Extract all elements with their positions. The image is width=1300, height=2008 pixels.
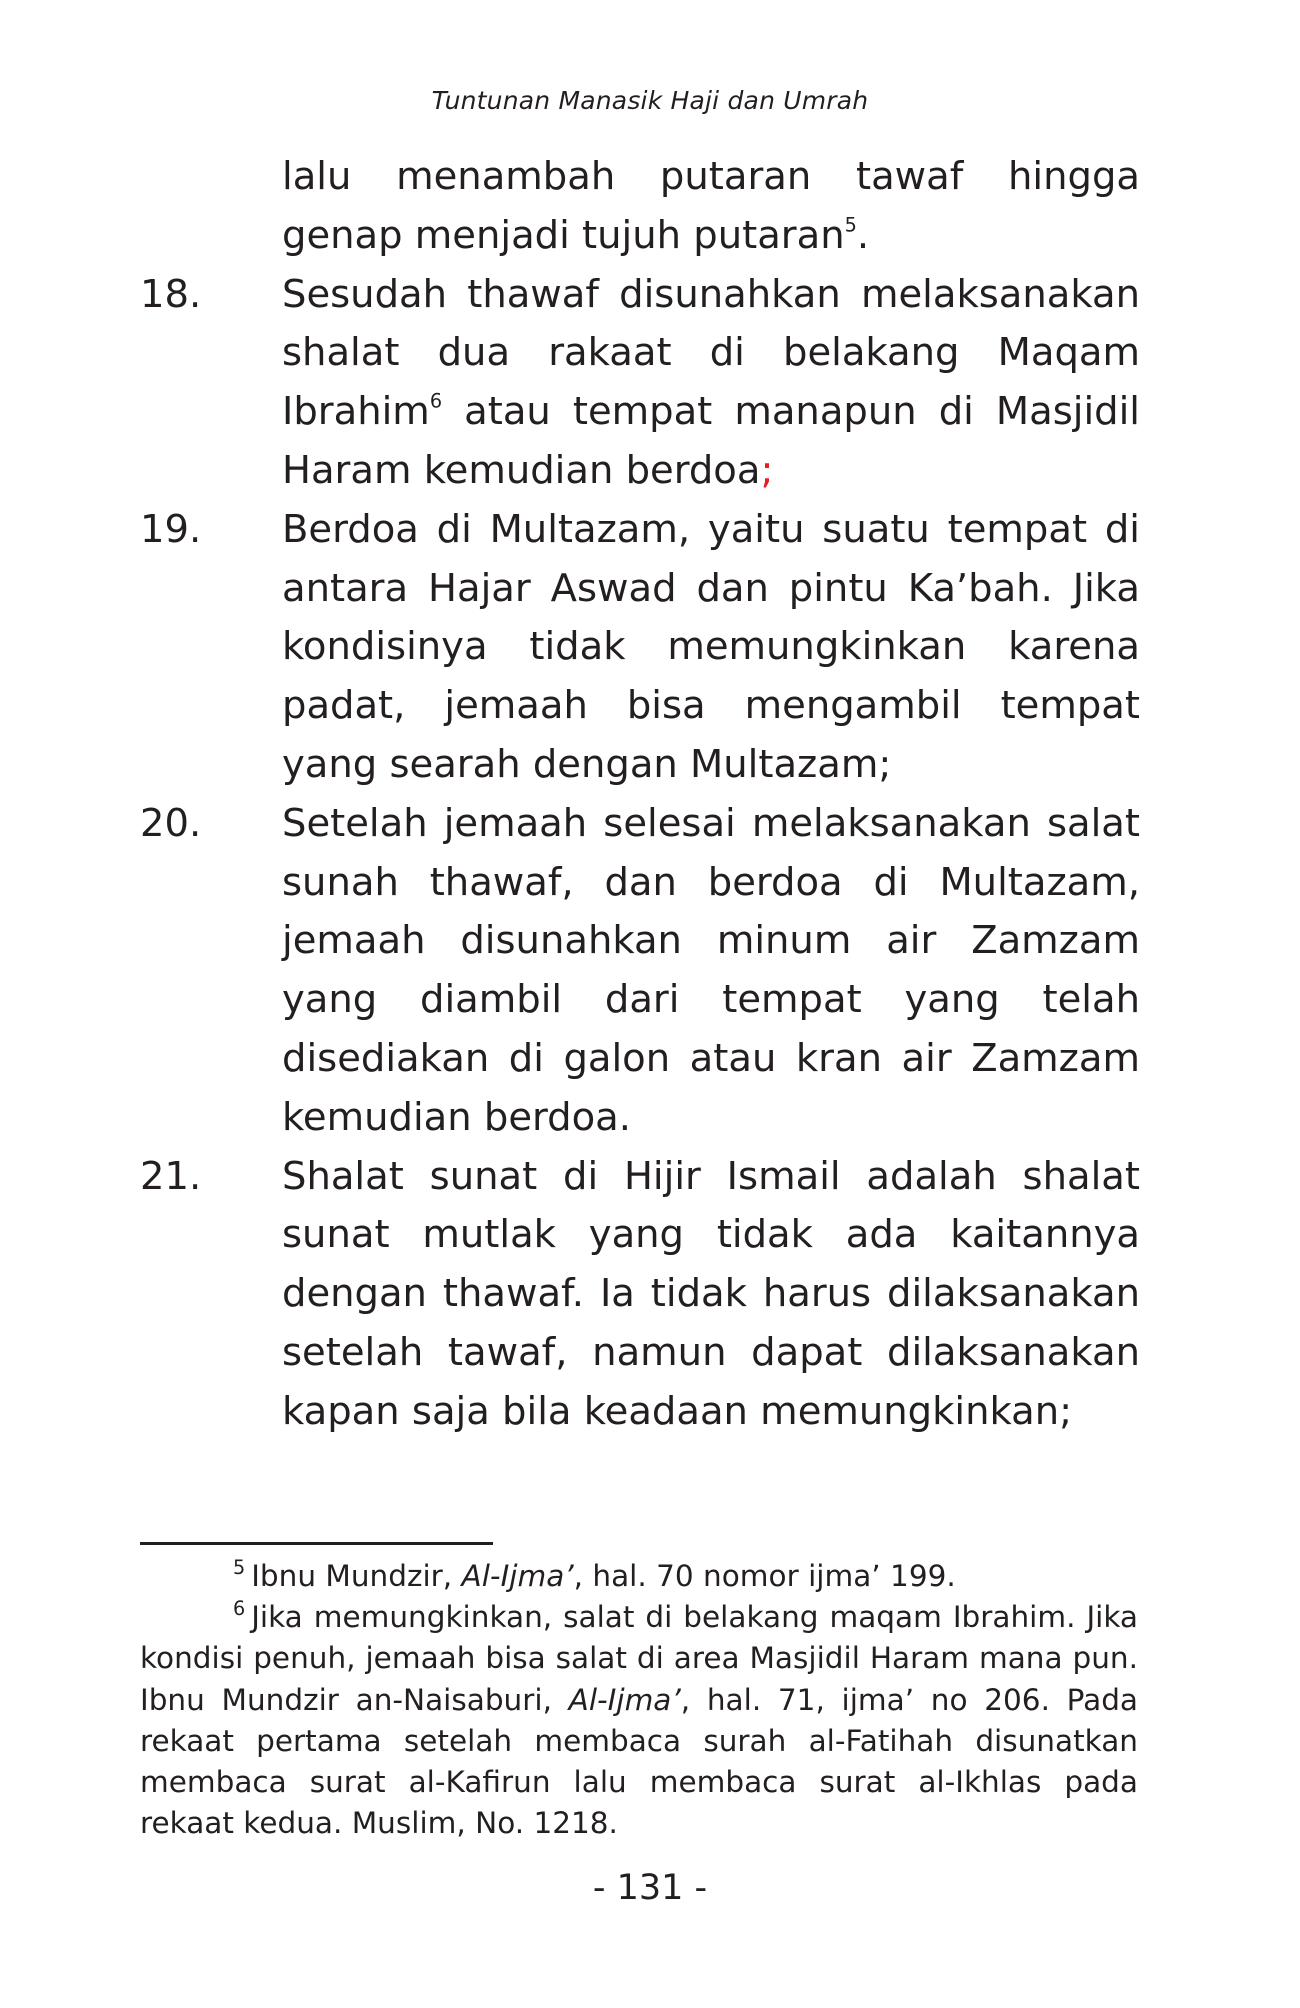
list-item-20: [140, 795, 1140, 1148]
footnote-italic-title: Al-Ijma’: [568, 1682, 681, 1717]
list-item-text: Shalat sunat di Hijir Ismail adalah shalat sunat mutlak yang tidak ada kaitannya dengan thawaf. Ia tidak harus dilaksanakan setelah tawaf, namun dapat dilaksanakan kapan saja bila keadaan memungkinkan;: [282, 1153, 1140, 1434]
list-item-number: 19.: [140, 506, 202, 552]
footnote-italic-title: Al-Ijma’: [461, 1559, 574, 1593]
footnote-separator: [140, 1542, 493, 1545]
list-item-text: [282, 266, 1140, 501]
continued-paragraph: [140, 148, 1140, 266]
list-item-text-part: atau tempat manapun di Masjidil Haram kemudian berdoa: [282, 389, 1140, 493]
footnote-ref-5[interactable]: 5: [844, 213, 857, 237]
list-item-number: 21.: [140, 1153, 202, 1199]
list-item-text-part: Sesudah thawaf disunahkan melaksanakan shalat dua rakaat di belakang Maqam Ibrahim: [282, 271, 1140, 435]
footnote-text: , hal. 70 nomor ijma’ 199.: [573, 1559, 956, 1593]
footnote-text: , hal. 71, ijma’ no 206. Pada rekaat pertama setelah membaca surah al-Fatihah disunatkan membaca surat al-Kafirun lalu membaca surat al-Ikhlas pada rekaat kedua. Muslim, No. 1218.: [140, 1682, 1138, 1841]
footnote-6: [140, 1597, 1138, 1844]
footnote-ref-6[interactable]: 6: [429, 389, 443, 413]
page-number: - 131 -: [592, 1868, 708, 1908]
footnotes: [140, 1556, 1138, 1844]
continued-text: lalu menambah putaran tawaf hingga genap menjadi tujuh putaran: [282, 154, 1140, 258]
list-item-text: Berdoa di Multazam, yaitu suatu tempat di antara Hajar Aswad dan pintu Ka’bah. Jika kondisinya tidak memungkinkan karena padat, jemaah bisa mengambil tempat yang searah dengan Multazam;: [282, 506, 1140, 787]
red-semicolon: ;: [760, 447, 774, 493]
main-text: [140, 148, 1140, 1442]
footnote-5: [140, 1556, 1138, 1597]
footnote-text: Ibnu Mundzir,: [251, 1559, 462, 1593]
list-item-text: Setelah jemaah selesai melaksanakan salat sunah thawaf, dan berdoa di Multazam, jemaah disunahkan minum air Zamzam yang diambil dari tempat yang telah disediakan di galon atau kran air Zamzam kemudian berdoa.: [282, 800, 1140, 1140]
footnote-marker: 6: [233, 1596, 246, 1620]
list-item-number: 20.: [140, 800, 202, 846]
footnote-marker: 5: [233, 1555, 246, 1579]
running-header: Tuntunan Manasik Haji dan Umrah: [431, 86, 869, 115]
list-item-19: [140, 501, 1140, 795]
list-item-18: [140, 266, 1140, 501]
list-item-number: 18.: [140, 271, 202, 317]
list-item-21: [140, 1148, 1140, 1442]
continued-end: .: [856, 212, 870, 258]
footnote-text: Jika memungkinkan, salat di belakang maqam Ibrahim. Jika kondisi penuh, jemaah bisa salat di area Masjidil Haram mana pun. Ibnu Mundzir an-Naisaburi,: [140, 1600, 1138, 1717]
